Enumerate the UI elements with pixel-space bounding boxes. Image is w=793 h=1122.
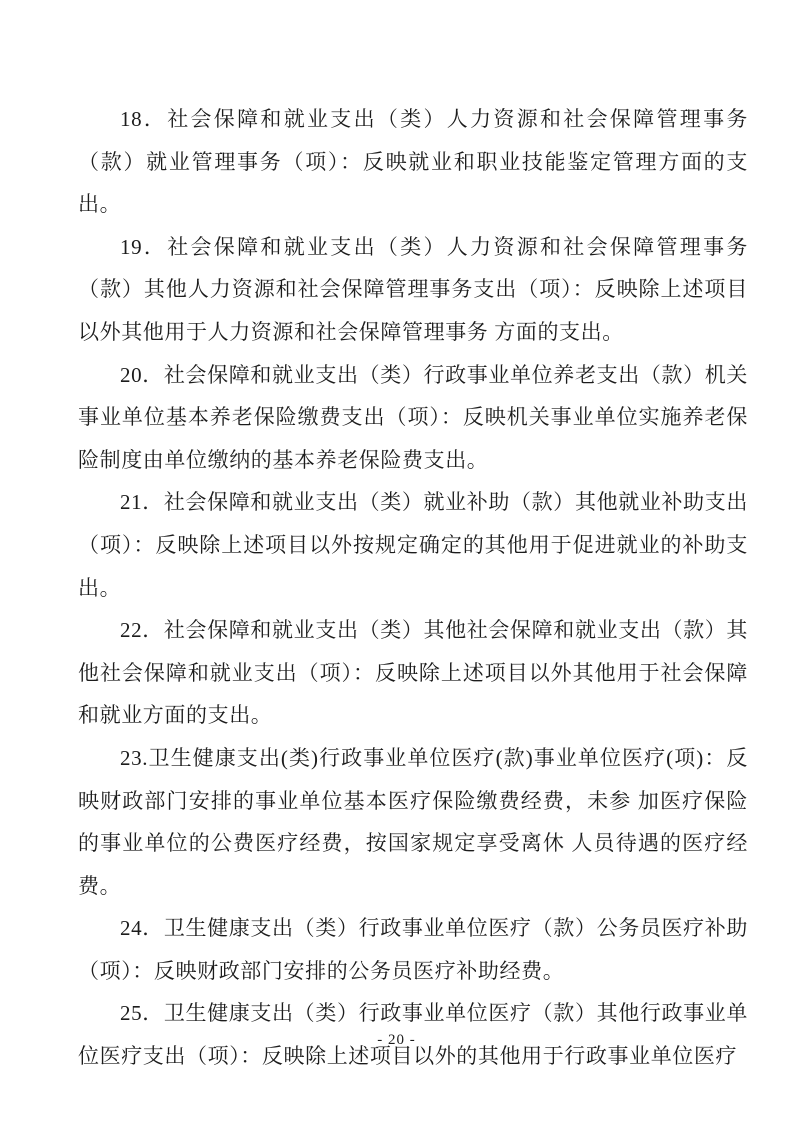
paragraph-item-23: 23.卫生健康支出(类)行政事业单位医疗(款)事业单位医疗(项)：反映财政部门安排的事业单位基本医疗保险缴费经费，未参 加医疗保险的事业单位的公费医疗经费，按国家规定享受离休 人员待遇的医疗经费。 — [78, 745, 748, 898]
page-footer — [0, 1031, 793, 1049]
paragraph-item-22: 22．社会保障和就业支出（类）其他社会保障和就业支出（款）其他社会保障和就业支出（项）：反映除上述项目以外其他用于社会保障和就业方面的支出。 — [78, 618, 748, 728]
page-number: - 20 - — [377, 1032, 416, 1048]
paragraph-item-25: 25．卫生健康支出（类）行政事业单位医疗（款）其他行政事业单位医疗支出（项）：反映除上述项目以外的其他用于行政事业单位医疗 — [78, 1001, 748, 1069]
paragraph-item-18: 18．社会保障和就业支出（类）人力资源和社会保障管理事务（款）就业管理事务（项）：反映就业和职业技能鉴定管理方面的支出。 — [78, 107, 748, 217]
paragraph-item-24: 24．卫生健康支出（类）行政事业单位医疗（款）公务员医疗补助（项）：反映财政部门安排的公务员医疗补助经费。 — [78, 916, 748, 983]
paragraph-item-19: 19．社会保障和就业支出（类）人力资源和社会保障管理事务（款）其他人力资源和社会保障管理事务支出（项）：反映除上述项目以外其他用于人力资源和社会保障管理事务 方面的支出。 — [78, 234, 748, 344]
paragraph-item-21: 21．社会保障和就业支出（类）就业补助（款）其他就业补助支出（项）：反映除上述项目以外按规定确定的其他用于促进就业的补助支出。 — [78, 490, 748, 600]
document-body — [78, 98, 748, 1078]
paragraph-item-20: 20．社会保障和就业支出（类）行政事业单位养老支出（款）机关事业单位基本养老保险缴费支出（项）：反映机关事业单位实施养老保险制度由单位缴纳的基本养老保险费支出。 — [78, 362, 748, 472]
